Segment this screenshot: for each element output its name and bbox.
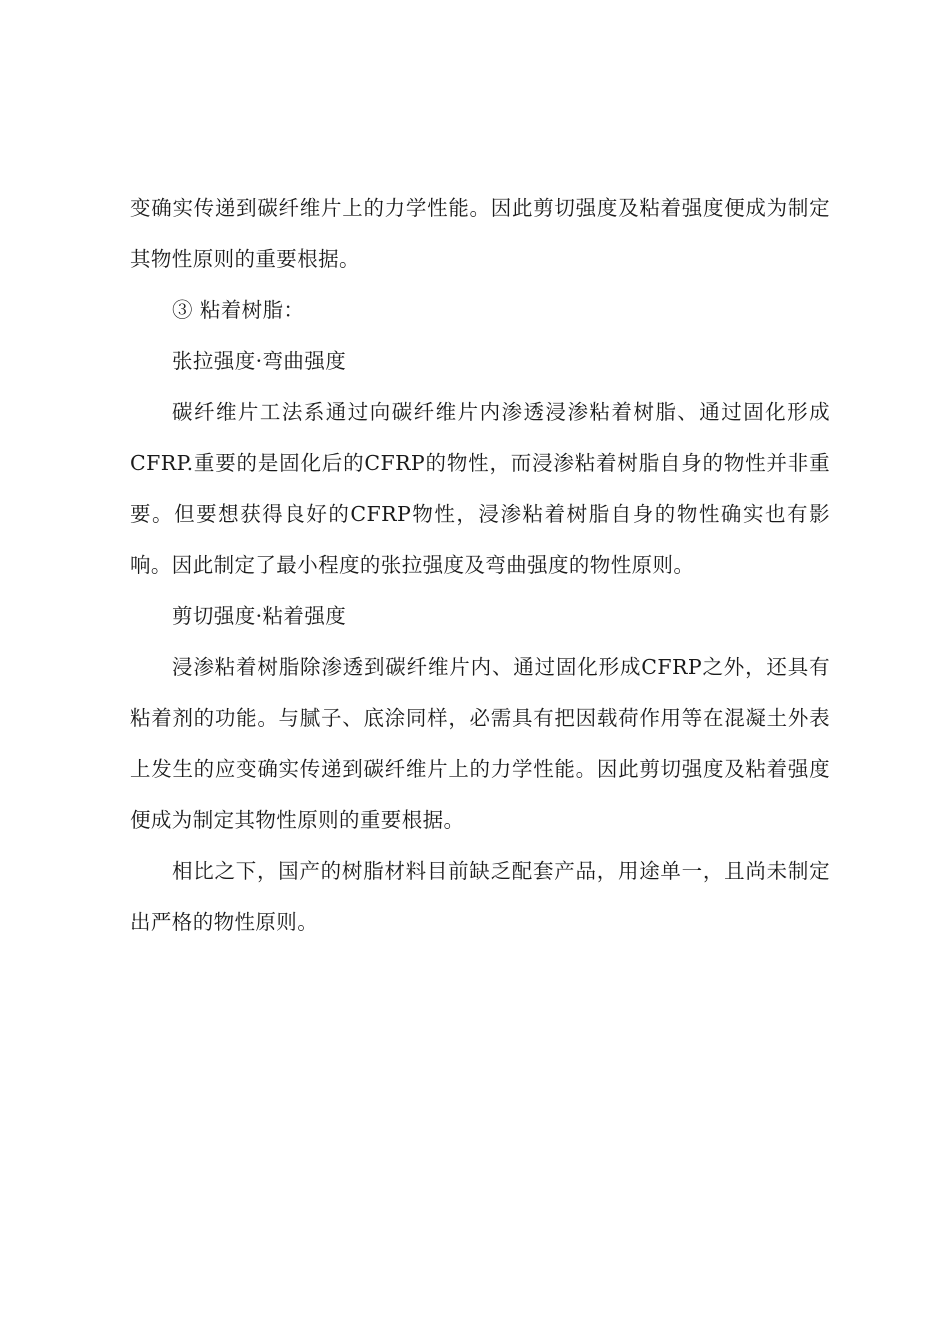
document-body — [130, 183, 830, 948]
paragraph-cfrp-properties: 碳纤维片工法系通过向碳纤维片内渗透浸渗粘着树脂、通过固化形成CFRP.重要的是固化后的CFRP的物性，而浸渗粘着树脂自身的物性并非重要。但要想获得良好的CFRP物性，浸渗粘着树脂自身的物性确实也有影响。因此制定了最小程度的张拉强度及弯曲强度的物性原则。 — [130, 400, 830, 577]
paragraph-domestic-materials: 相比之下，国产的树脂材料目前缺乏配套产品，用途单一，且尚未制定出严格的物性原则。 — [130, 859, 830, 934]
paragraph-continuation: 变确实传递到碳纤维片上的力学性能。因此剪切强度及粘着强度便成为制定其物性原则的重要根据。 — [130, 196, 830, 271]
subheading-shear-adhesion-strength: 剪切强度·粘着强度 — [172, 604, 347, 628]
paragraph-adhesive-function: 浸渗粘着树脂除渗透到碳纤维片内、通过固化形成CFRP之外，还具有粘着剂的功能。与腻子、底涂同样，必需具有把因载荷作用等在混凝土外表上发生的应变确实传递到碳纤维片上的力学性能。因此剪切强度及粘着强度便成为制定其物性原则的重要根据。 — [130, 655, 830, 832]
subheading-tensile-bending-strength: 张拉强度·弯曲强度 — [172, 349, 347, 373]
section-heading-adhesive-resin: ③ 粘着树脂： — [172, 298, 305, 322]
